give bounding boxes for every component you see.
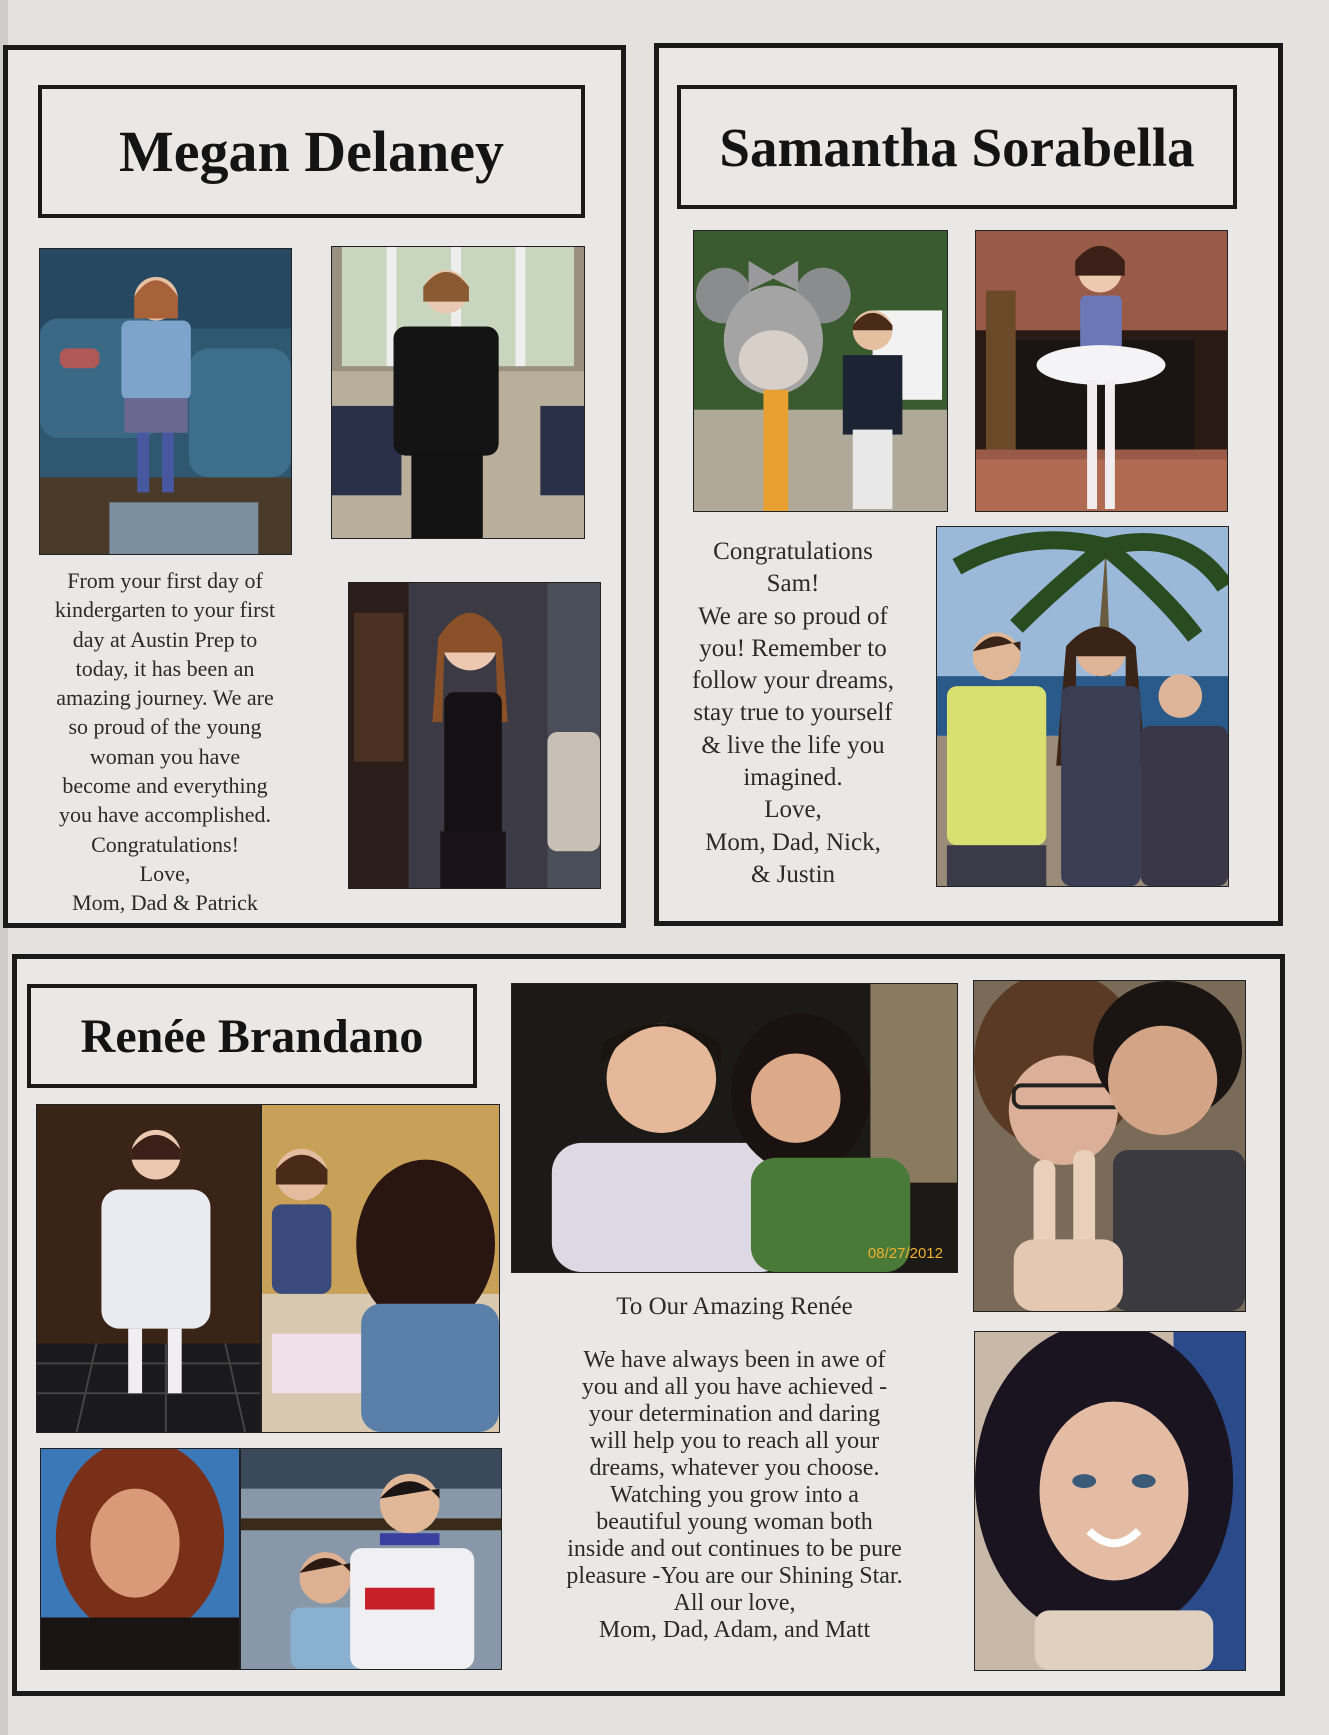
renee-closeup-photo [974,1331,1246,1671]
renee-toddler-photo [36,1104,261,1433]
samantha-message: Congratulations Sam! We are so proud of you! Remember to follow your dreams, stay true to yourself & live the life you imagined. Love, Mom, Dad, Nick, & Justin [691,538,895,888]
date-stamp: 08/27/2012 [867,1245,943,1262]
samantha-name-title: Samantha Sorabella [677,85,1237,209]
renee-selfie-photo [973,980,1246,1312]
renee-couple-photo [511,983,958,1273]
megan-name-title: Megan Delaney [38,85,585,218]
renee-siblings-photo [240,1448,502,1670]
samantha-ballet-photo [975,230,1228,512]
renee-name-title: Renée Brandano [27,984,477,1088]
renee-message: We have always been in awe of you and all you have achieved - your determination and daring will help you to reach all your dreams, whatever you choose. Watching you grow into a beautiful young woman both inside and out continues to be pure pleasure -You are our Shining Star. All our love, Mom, Dad, Adam, and Matt [566,1347,903,1643]
samantha-minnie-photo [693,230,948,512]
megan-dress-photo [348,582,601,889]
renee-cake-photo [261,1104,500,1433]
megan-kindergarten-photo [39,248,292,555]
megan-message: From your first day of kindergarten to your first day at Austin Prep to today, it has been an amazing journey. We are so proud of the young woman you have become and everything you have accomplished. Congratulations! Love, Mom, Dad & Patrick [54,568,276,916]
samantha-family-photo [936,526,1229,887]
megan-uniform-photo [331,246,585,539]
renee-message-heading: To Our Amazing Renée [616,1293,853,1320]
renee-teen-portrait-photo [40,1448,240,1670]
